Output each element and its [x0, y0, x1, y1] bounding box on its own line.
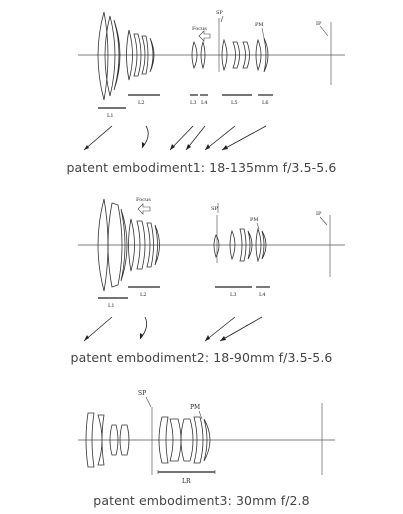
caption-embodiment-3: patent embodiment3: 30mm f/2.8: [93, 493, 310, 508]
label-lr: LR: [182, 478, 191, 485]
zoom-movement-arrows: [84, 317, 262, 341]
lens-group-l4: [256, 229, 270, 287]
lens-group-l4: [200, 42, 208, 95]
label-l5: L5: [231, 100, 238, 106]
embodiment-2-diagram: [0, 185, 403, 350]
lens-group-l1: [98, 12, 126, 108]
embodiment-3-diagram: [0, 375, 403, 490]
label-l1: L1: [107, 113, 114, 119]
label-pm: PM: [250, 217, 259, 223]
lens-group-l6: [256, 38, 273, 95]
label-ip: IP: [316, 211, 322, 217]
label-pm: PM: [255, 22, 264, 28]
label-focus: Focus: [192, 26, 207, 32]
label-l2: L2: [138, 100, 145, 106]
label-l3: L3: [230, 292, 237, 298]
lens-group-l3: [190, 42, 198, 95]
lens-group-l2: [128, 219, 160, 287]
label-l4: L4: [201, 100, 208, 106]
label-ip: IP: [316, 21, 322, 27]
embodiment-1-diagram: [0, 0, 403, 160]
lens-group-l1: [98, 199, 128, 298]
embodiment-1-panel: [0, 0, 403, 180]
caption-embodiment-2: patent embodiment2: 18-90mm f/3.5-5.6: [70, 350, 333, 365]
focus-indicator: [138, 204, 150, 214]
label-l6: L6: [262, 100, 269, 106]
focus-indicator: [199, 31, 210, 41]
lens-group-l2: [127, 30, 161, 95]
label-sp: SP: [138, 390, 147, 397]
label-sp: SP: [211, 206, 218, 212]
label-pm: PM: [190, 404, 201, 411]
embodiment-3-panel: [0, 375, 403, 514]
label-l4: L4: [259, 292, 266, 298]
label-l2: L2: [140, 292, 147, 298]
label-l3: L3: [190, 100, 197, 106]
lens-group-l5: [222, 40, 252, 95]
caption-embodiment-1: patent embodiment1: 18-135mm f/3.5-5.6: [66, 160, 337, 175]
lens-group-lr: [158, 417, 215, 474]
zoom-movement-arrows: [84, 126, 266, 150]
label-focus: Focus: [136, 197, 151, 203]
label-l1: L1: [108, 303, 115, 309]
lens-group-l3: [214, 229, 252, 287]
label-sp: SP: [216, 10, 223, 16]
embodiment-2-panel: [0, 185, 403, 370]
